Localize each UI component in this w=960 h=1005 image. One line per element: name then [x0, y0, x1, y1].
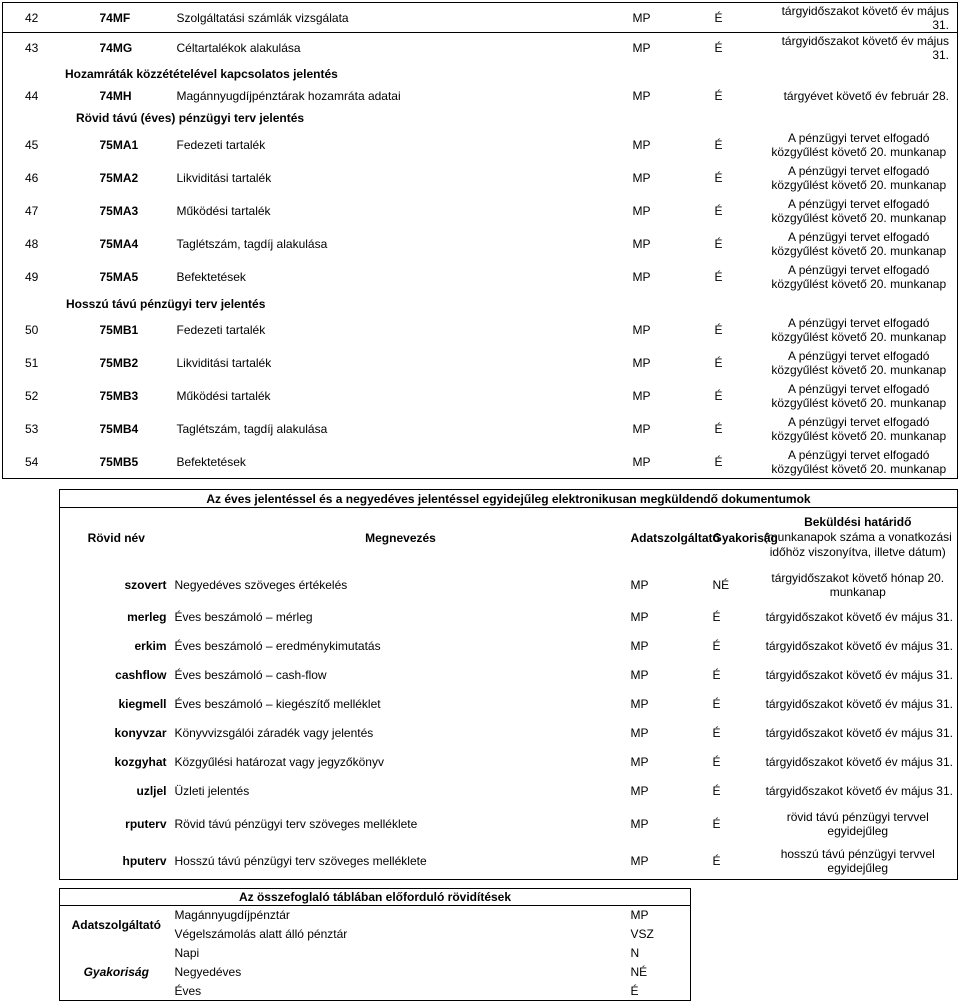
- table-row: [3, 413, 958, 446]
- row-number: 51: [25, 356, 39, 370]
- row-deadline: [761, 446, 958, 479]
- row-number: 46: [25, 171, 39, 185]
- documents-table: [59, 489, 958, 880]
- table-row: [3, 446, 958, 479]
- row-name: Működési tartalék: [176, 204, 271, 218]
- doc-name: Közgyűlési határozat vagy jegyzőkönyv: [174, 755, 384, 769]
- table-row: [60, 843, 958, 880]
- row-name: Taglétszám, tagdíj alakulása: [176, 237, 328, 251]
- row-name: Likviditási tartalék: [176, 356, 272, 370]
- doc-provider: MP: [630, 853, 649, 868]
- row-code: 75MB5: [99, 454, 139, 469]
- row-deadline: [761, 228, 958, 261]
- row-deadline: tárgyévet követő év február 28.: [783, 88, 949, 103]
- doc-provider: MP: [630, 817, 649, 831]
- doc-short-name: szovert: [124, 578, 167, 592]
- doc-name: Rövid távú pénzügyi terv szöveges melléklete: [174, 817, 418, 831]
- table-row: [3, 347, 958, 380]
- row-code: 75MB4: [99, 422, 139, 436]
- deadline-line-2: közgyűlést követő 20. munkanap: [771, 244, 947, 258]
- row-number: 54: [25, 454, 39, 469]
- row-code: 75MB3: [99, 389, 139, 403]
- row-name: Szolgáltatási számlák vizsgálata: [175, 3, 631, 33]
- row-provider: MP: [632, 270, 651, 284]
- doc-frequency: É: [712, 784, 721, 798]
- row-code: 75MB2: [99, 356, 139, 370]
- abbr-code: MP: [630, 908, 649, 923]
- doc-deadline: tárgyidőszakot követő év május 31.: [765, 668, 953, 682]
- provider-label: Adatszolgáltató: [71, 917, 161, 932]
- doc-frequency: É: [712, 817, 721, 831]
- doc-deadline: [759, 806, 958, 843]
- doc-deadline: tárgyidőszakot követő év május 31.: [765, 697, 953, 711]
- abbr-code: VSZ: [630, 927, 654, 941]
- row-frequency: É: [714, 454, 723, 469]
- deadline-line-1: A pénzügyi tervet elfogadó: [788, 415, 930, 429]
- row-deadline: [761, 261, 958, 294]
- doc-deadline: tárgyidőszakot követő év május 31.: [765, 726, 953, 740]
- deadline-line-2: közgyűlést követő 20. munkanap: [771, 461, 947, 476]
- row-frequency: É: [714, 389, 723, 403]
- header-provider: Adatszolgáltató: [630, 530, 720, 545]
- header-short-name: Rövid név: [87, 530, 145, 545]
- doc-provider: MP: [630, 726, 649, 740]
- row-number: 44: [25, 88, 39, 103]
- row-name: Céltartalékok alakulása: [176, 40, 301, 55]
- deadline-line-1: A pénzügyi tervet elfogadó: [788, 316, 930, 330]
- deadline-line-2: egyidejűleg: [827, 824, 889, 838]
- table-row: [3, 314, 958, 347]
- table-row: [60, 661, 958, 690]
- doc-provider: MP: [630, 784, 649, 798]
- deadline-line-1: A pénzügyi tervet elfogadó: [788, 382, 930, 396]
- table-row: [3, 162, 958, 195]
- report-table-top: [2, 2, 958, 479]
- abbreviations-title: Az összefoglaló táblában előforduló rövidítések: [60, 889, 691, 906]
- doc-short-name: kiegmell: [118, 697, 167, 711]
- doc-short-name: konyvzar: [114, 726, 167, 740]
- row-frequency: É: [713, 3, 761, 33]
- row-deadline: [761, 380, 958, 413]
- section-header: Hosszú távú pénzügyi terv jelentés: [66, 296, 266, 311]
- deadline-line-2: közgyűlést követő 20. munkanap: [771, 330, 947, 344]
- row-provider: MP: [632, 204, 651, 218]
- row-provider: MP: [632, 389, 651, 403]
- table-row: [3, 228, 958, 261]
- row-provider: MP: [632, 356, 651, 370]
- doc-short-name: cashflow: [115, 668, 167, 682]
- row-name: Befektetések: [176, 270, 246, 284]
- row-frequency: É: [714, 323, 723, 337]
- row-deadline: [761, 129, 958, 162]
- doc-short-name: erkim: [134, 639, 167, 653]
- abbr-code: É: [630, 983, 639, 998]
- abbr-name: Napi: [174, 946, 200, 960]
- doc-frequency: É: [712, 610, 721, 624]
- doc-name: Hosszú távú pénzügyi terv szöveges melléklete: [174, 853, 427, 868]
- abbreviations-table: [59, 888, 691, 1001]
- deadline-line-2: egyidejűleg: [827, 860, 889, 875]
- row-deadline: [761, 195, 958, 228]
- row-provider: MP: [631, 3, 713, 33]
- row-deadline: [761, 413, 958, 446]
- row-frequency: É: [714, 171, 723, 185]
- deadline-line-2: közgyűlést követő 20. munkanap: [771, 363, 947, 377]
- deadline-line-1: A pénzügyi tervet elfogadó: [788, 197, 930, 211]
- header-deadline: [759, 508, 958, 568]
- row-deadline: [761, 314, 958, 347]
- row-frequency: É: [714, 356, 723, 370]
- row-number: 49: [25, 270, 39, 284]
- section-header-row: [3, 63, 958, 85]
- abbr-code: NÉ: [630, 965, 648, 979]
- doc-name: Éves beszámoló – kiegészítő melléklet: [174, 697, 381, 711]
- doc-short-name: uzljel: [136, 784, 167, 798]
- table-row: [60, 748, 958, 777]
- doc-provider: MP: [630, 668, 649, 682]
- header-frequency: Gyakoriság: [712, 530, 778, 545]
- row-frequency: É: [714, 237, 723, 251]
- doc-provider: MP: [630, 610, 649, 624]
- row-provider: MP: [632, 138, 651, 152]
- row-provider: MP: [632, 237, 651, 251]
- deadline-line-1: A pénzügyi tervet elfogadó: [788, 131, 930, 145]
- row-number: 43: [25, 40, 39, 55]
- frequency-label: Gyakoriság: [83, 964, 149, 979]
- row-code: 74MG: [99, 40, 133, 55]
- abbr-code: N: [630, 946, 640, 960]
- doc-short-name: merleg: [127, 610, 167, 624]
- table-row: [60, 777, 958, 806]
- row-frequency: É: [714, 204, 723, 218]
- doc-deadline: tárgyidőszakot követő év május 31.: [765, 610, 953, 624]
- deadline-line-1: A pénzügyi tervet elfogadó: [788, 164, 930, 178]
- doc-deadline: tárgyidőszakot követő év május 31.: [765, 784, 953, 798]
- row-deadline: tárgyidőszakot követő év május 31.: [781, 33, 949, 62]
- table-row: [60, 632, 958, 661]
- row-code: 75MA3: [99, 204, 139, 218]
- row-frequency: É: [714, 138, 723, 152]
- doc-provider: MP: [630, 697, 649, 711]
- row-number: 42: [3, 3, 60, 33]
- header-deadline-line-3: időhöz viszonyítva, illetve dátum): [769, 545, 946, 560]
- row-provider: MP: [632, 323, 651, 337]
- row-provider: MP: [632, 40, 651, 55]
- doc-short-name: hputerv: [122, 853, 167, 868]
- row-name: Magánnyugdíjpénztárak hozamráta adatai: [176, 88, 401, 103]
- table-row: [3, 33, 958, 63]
- row-number: 53: [25, 422, 39, 436]
- row-code: 75MA2: [99, 171, 139, 185]
- section-header: Rövid távú (éves) pénzügyi terv jelentés: [76, 110, 305, 125]
- row-provider: MP: [632, 88, 651, 103]
- section-header-row: [3, 294, 958, 314]
- deadline-line-1: A pénzügyi tervet elfogadó: [788, 349, 930, 363]
- deadline-line-1: tárgyidőszakot követő hónap 20.: [771, 571, 945, 585]
- row-frequency: É: [714, 88, 723, 103]
- deadline-line-1: A pénzügyi tervet elfogadó: [788, 230, 930, 244]
- table-row: [3, 261, 958, 294]
- deadline-line-1: hosszú távú pénzügyi tervvel: [780, 846, 935, 861]
- abbr-row: [60, 906, 691, 925]
- table-row: [60, 603, 958, 632]
- abbr-name: Negyedéves: [174, 965, 242, 979]
- documents-title-row: [60, 490, 958, 508]
- header-deadline-line-2: (munkanapok száma a vonatkozási: [763, 530, 952, 545]
- table-row: [3, 3, 958, 33]
- row-deadline: [761, 162, 958, 195]
- section-header-row: [3, 107, 958, 129]
- row-name: Befektetések: [176, 454, 246, 469]
- row-code: 75MA1: [99, 138, 139, 152]
- abbr-row: [60, 944, 691, 963]
- row-name: Működési tartalék: [176, 389, 271, 403]
- doc-deadline: [759, 568, 958, 603]
- row-number: 48: [25, 237, 39, 251]
- doc-deadline: tárgyidőszakot követő év május 31.: [765, 755, 953, 769]
- doc-name: Negyedéves szöveges értékelés: [174, 578, 348, 592]
- doc-frequency: É: [712, 726, 721, 740]
- table-row: [60, 568, 958, 603]
- row-number: 52: [25, 389, 39, 403]
- deadline-line-1: A pénzügyi tervet elfogadó: [788, 447, 930, 462]
- doc-provider: MP: [630, 755, 649, 769]
- row-code: 74MH: [99, 88, 132, 103]
- table-row: [3, 85, 958, 107]
- deadline-line-2: munkanap: [829, 585, 886, 599]
- doc-name: Könyvvizsgálói záradék vagy jelentés: [174, 726, 374, 740]
- abbreviations-title-row: [60, 889, 691, 906]
- section-header: Hozamráták közzétételével kapcsolatos jelentés: [65, 66, 338, 81]
- doc-deadline: [759, 843, 958, 880]
- row-frequency: É: [714, 40, 723, 55]
- row-provider: MP: [632, 171, 651, 185]
- doc-deadline: tárgyidőszakot követő év május 31.: [765, 639, 953, 653]
- doc-frequency: É: [712, 853, 721, 868]
- doc-name: Üzleti jelentés: [174, 784, 250, 798]
- deadline-line-2: közgyűlést követő 20. munkanap: [771, 211, 947, 225]
- table-row: [3, 129, 958, 162]
- doc-name: Éves beszámoló – mérleg: [174, 610, 313, 624]
- row-provider: MP: [632, 454, 651, 469]
- doc-provider: MP: [630, 639, 649, 653]
- header-name: Megnevezés: [365, 530, 436, 545]
- row-deadline: [761, 347, 958, 380]
- row-deadline: tárgyidőszakot követő év május 31.: [761, 3, 958, 33]
- doc-frequency: É: [712, 668, 721, 682]
- doc-frequency: É: [712, 697, 721, 711]
- row-number: 50: [25, 323, 39, 337]
- deadline-line-2: közgyűlést követő 20. munkanap: [771, 396, 947, 410]
- deadline-line-1: rövid távú pénzügyi tervvel: [786, 810, 929, 824]
- doc-name: Éves beszámoló – eredménykimutatás: [174, 639, 381, 653]
- table-row: [60, 806, 958, 843]
- row-frequency: É: [714, 422, 723, 436]
- row-number: 45: [25, 138, 39, 152]
- row-number: 47: [25, 204, 39, 218]
- row-provider: MP: [632, 422, 651, 436]
- row-name: Fedezeti tartalék: [176, 138, 266, 152]
- header-deadline-title: Beküldési határidő: [804, 515, 912, 530]
- doc-short-name: rputerv: [125, 817, 167, 831]
- deadline-line-2: közgyűlést követő 20. munkanap: [771, 178, 947, 192]
- documents-title: Az éves jelentéssel és a negyedéves jelentéssel egyidejűleg elektronikusan megküldendő dokumentumok: [60, 490, 958, 508]
- row-name: Fedezeti tartalék: [176, 323, 266, 337]
- abbr-name: Végelszámolás alatt álló pénztár: [174, 927, 348, 941]
- abbr-name: Éves: [174, 983, 202, 998]
- row-code: 74MF: [60, 3, 175, 33]
- table-row: [3, 380, 958, 413]
- doc-frequency: NÉ: [712, 578, 730, 592]
- deadline-line-2: közgyűlést követő 20. munkanap: [771, 429, 947, 443]
- doc-provider: MP: [630, 578, 649, 592]
- row-code: 75MA4: [99, 237, 139, 251]
- table-row: [3, 195, 958, 228]
- deadline-line-2: közgyűlést követő 20. munkanap: [771, 145, 947, 159]
- doc-short-name: kozgyhat: [114, 755, 167, 769]
- row-name: Likviditási tartalék: [176, 171, 272, 185]
- deadline-line-2: közgyűlést követő 20. munkanap: [771, 277, 947, 291]
- table-row: [60, 719, 958, 748]
- row-code: 75MA5: [99, 270, 139, 284]
- doc-frequency: É: [712, 755, 721, 769]
- deadline-line-1: A pénzügyi tervet elfogadó: [788, 263, 930, 277]
- doc-name: Éves beszámoló – cash-flow: [174, 668, 327, 682]
- table-row: [60, 690, 958, 719]
- row-code: 75MB1: [99, 323, 139, 337]
- row-name: Taglétszám, tagdíj alakulása: [176, 422, 328, 436]
- doc-frequency: É: [712, 639, 721, 653]
- documents-header-row: [60, 508, 958, 568]
- abbr-name: Magánnyugdíjpénztár: [174, 908, 290, 923]
- row-frequency: É: [714, 270, 723, 284]
